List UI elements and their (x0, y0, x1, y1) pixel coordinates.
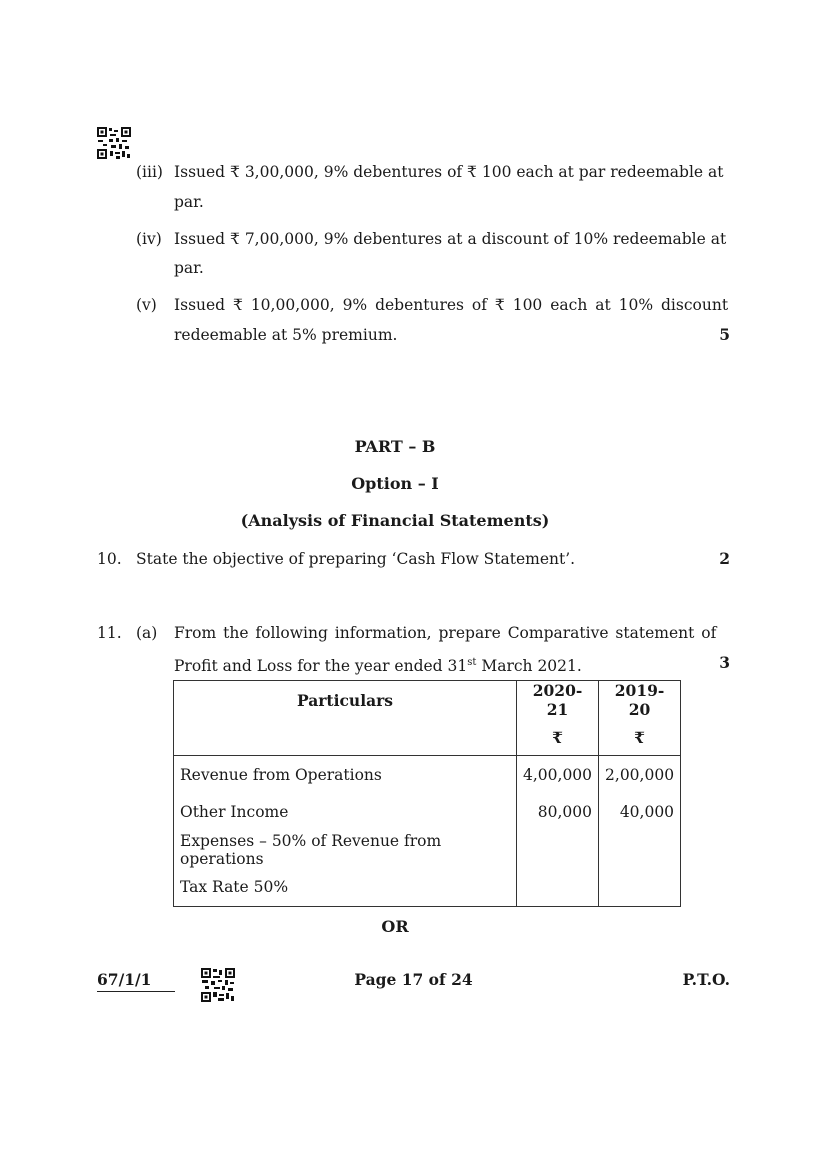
q11-number: 11. (97, 624, 122, 642)
q10-marks: 2 (719, 549, 730, 568)
paper-code: 67/1/1 (97, 970, 152, 989)
q11-sub-label: (a) (136, 624, 158, 642)
section-title: (Analysis of Financial Statements) (240, 511, 550, 530)
q11-line2-tail: March 2021. (476, 657, 582, 676)
part-heading: PART – B (354, 437, 436, 456)
row-value-2020-21 (517, 831, 599, 869)
header-year-2019-20: 2019-20 (599, 681, 681, 720)
row-value-2020-21: 80,000 (517, 794, 599, 832)
please-turn-over: P.T.O. (682, 970, 730, 989)
table-row (174, 794, 681, 832)
paper-code-underline (97, 991, 175, 992)
table-row (174, 756, 681, 794)
q9-item-v-line2: redeemable at 5% premium. (174, 326, 398, 344)
q9-item-v-number: (v) (136, 296, 157, 314)
q9-item-iii-line1: Issued ₹ 3,00,000, 9% debentures of ₹ 100 each at par redeemable at (174, 163, 724, 181)
q11-line2-text: Profit and Loss for the year ended 31 (174, 657, 468, 676)
row-label: Other Income (174, 794, 517, 832)
option-heading: Option – I (351, 474, 439, 493)
row-value-2020-21 (517, 869, 599, 907)
q11-line2 (174, 653, 582, 676)
q11-line2-superscript: st (467, 657, 477, 668)
q10-number: 10. (97, 550, 122, 568)
table-header-row (174, 681, 681, 720)
row-value-2019-20: 2,00,000 (599, 756, 681, 794)
q9-item-iii-number: (iii) (136, 163, 163, 181)
q11-marks: 3 (719, 653, 730, 672)
header-particulars: Particulars (174, 681, 517, 720)
row-value-2019-20 (599, 869, 681, 907)
row-value-2019-20 (599, 831, 681, 869)
q9-item-iv-number: (iv) (136, 230, 162, 248)
comparative-data-table (173, 680, 681, 907)
row-label: Tax Rate 50% (174, 869, 517, 907)
currency-row (174, 719, 681, 756)
row-value-2020-21: 4,00,000 (517, 756, 599, 794)
q9-item-iv-line1: Issued ₹ 7,00,000, 9% debentures at a discount of 10% redeemable at (174, 230, 727, 248)
page-number: Page 17 of 24 (354, 970, 473, 989)
q9-marks: 5 (719, 325, 730, 344)
table-row (174, 831, 681, 869)
currency-symbol-2020-21: ₹ (517, 719, 599, 756)
q9-item-iii-line2: par. (174, 193, 204, 211)
q9-item-v-line1: Issued ₹ 10,00,000, 9% debentures of ₹ 100 each at 10% discount (174, 296, 729, 314)
qr-code-icon (97, 127, 131, 159)
q9-item-iv-line2: par. (174, 259, 204, 277)
or-separator: OR (381, 917, 409, 936)
row-label: Revenue from Operations (174, 756, 517, 794)
row-value-2019-20: 40,000 (599, 794, 681, 832)
currency-symbol-2019-20: ₹ (599, 719, 681, 756)
table-row (174, 869, 681, 907)
q11-line1: From the following information, prepare Comparative statement of (174, 624, 717, 642)
header-year-2020-21: 2020-21 (517, 681, 599, 720)
row-label: Expenses – 50% of Revenue from operations (174, 831, 517, 869)
q10-text: State the objective of preparing ‘Cash Flow Statement’. (136, 550, 576, 568)
currency-blank (174, 719, 517, 756)
